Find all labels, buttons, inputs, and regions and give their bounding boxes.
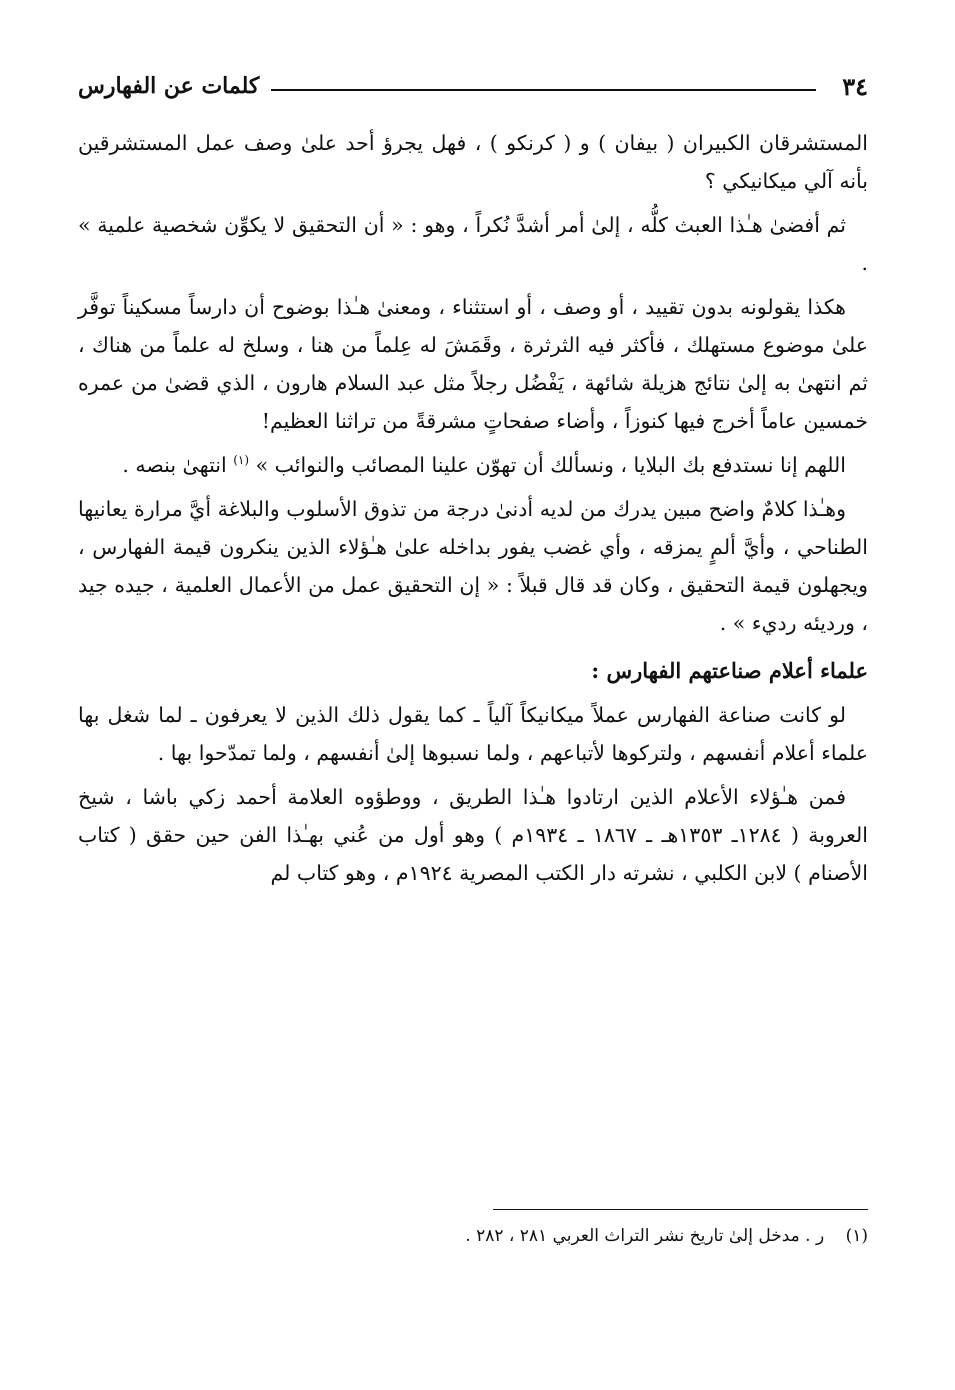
- section-paragraph-2: فمن هـٰؤلاء الأعلام الذين ارتادوا هـٰذا الطريق ، ووطؤوه العلامة أحمد زكي باشا ، شيخ العروبة ( ١٢٨٤ـ ١٣٥٣هـ ـ ١٨٦٧ ـ ١٩٣٤م ) وهو أول من عُني بهـٰذا الفن حين حقق ( كتاب الأصنام ) لابن الكلبي ، نشرته دار الكتب المصرية ١٩٢٤م ، وهو كتاب لم: [78, 785, 868, 885]
- footnote-marker: (١): [845, 1226, 868, 1246]
- paragraph-2: ثم أفضىٰ هـٰذا العبث كلُّه ، إلىٰ أمر أشدَّ نُكراً ، وهو : « أن التحقيق لا يكوِّن شخصية علمية » .: [78, 213, 868, 275]
- body-text: [78, 124, 868, 892]
- footnote-text: ر . مدخل إلىٰ تاريخ نشر التراث العربي ٢٨١ ، ٢٨٢ .: [465, 1226, 825, 1246]
- quote-tail: انتهىٰ بنصه .: [122, 453, 227, 477]
- footnote-reference: (١): [233, 453, 250, 468]
- page-header: [78, 66, 868, 106]
- book-page: [78, 66, 868, 1366]
- paragraph-3: هكذا يقولونه بدون تقييد ، أو وصف ، أو استثناء ، ومعنىٰ هـٰذا بوضوح أن دارساً مسكيناً توفَّر علىٰ موضوع مستهلك ، فأكثر فيه الثرثرة ، وقَمَشَ له عِلماً من هنا ، وسلخ له علماً من هناك ، ثم انتهىٰ به إلىٰ نتائج هزيلة شائهة ، يَفْضُل رجلاً مثل عبد السلام هارون ، الذي قضىٰ من عمره خمسين عاماً أخرج فيها كنوزاً ، وأضاء صفحاتٍ مشرقةً من تراثنا العظيم!: [78, 295, 868, 433]
- section-heading: علماء أعلام صناعتهم الفهارس :: [591, 658, 868, 683]
- header-rule: [271, 89, 816, 91]
- footnote-rule: [493, 1209, 868, 1210]
- footnote: [465, 1226, 868, 1246]
- section-paragraph-1: لو كانت صناعة الفهارس عملاً ميكانيكاً آلياً ـ كما يقول ذلك الذين لا يعرفون ـ لما شغل بها علماء أعلام أنفسهم ، ولتركوها لأتباعهم ، ولما نسبوها إلىٰ أنفسهم ، ولما تمدّحوا بها .: [78, 703, 868, 765]
- paragraph-1: المستشرقان الكبيران ( بيفان ) و ( كرنكو ) ، فهل يجرؤ أحد علىٰ وصف عمل المستشرقين بأنه آلي ميكانيكي ؟: [78, 131, 868, 193]
- quote-paragraph: [78, 446, 868, 484]
- paragraph-5: وهـٰذا كلامٌ واضح مبين يدرك من لديه أدنىٰ درجة من تذوق الأسلوب والبلاغة أيَّ مرارة يعانيها الطناحي ، وأيَّ ألمٍ يمزقه ، وأي غضب يفور بداخله علىٰ هـٰؤلاء الذين ينكرون قيمة الفهارس ، ويجهلون قيمة التحقيق ، وكان قد قال قبلاً : « إن التحقيق عمل من الأعمال العلمية ، جيده جيد ، ورديئه رديء » .: [78, 497, 868, 635]
- running-title: كلمات عن الفهارس: [78, 73, 260, 99]
- page-number: ٣٤: [842, 71, 868, 101]
- quote-text: اللهم إنا نستدفع بك البلايا ، ونسألك أن تهوّن علينا المصائب والنوائب »: [255, 453, 846, 477]
